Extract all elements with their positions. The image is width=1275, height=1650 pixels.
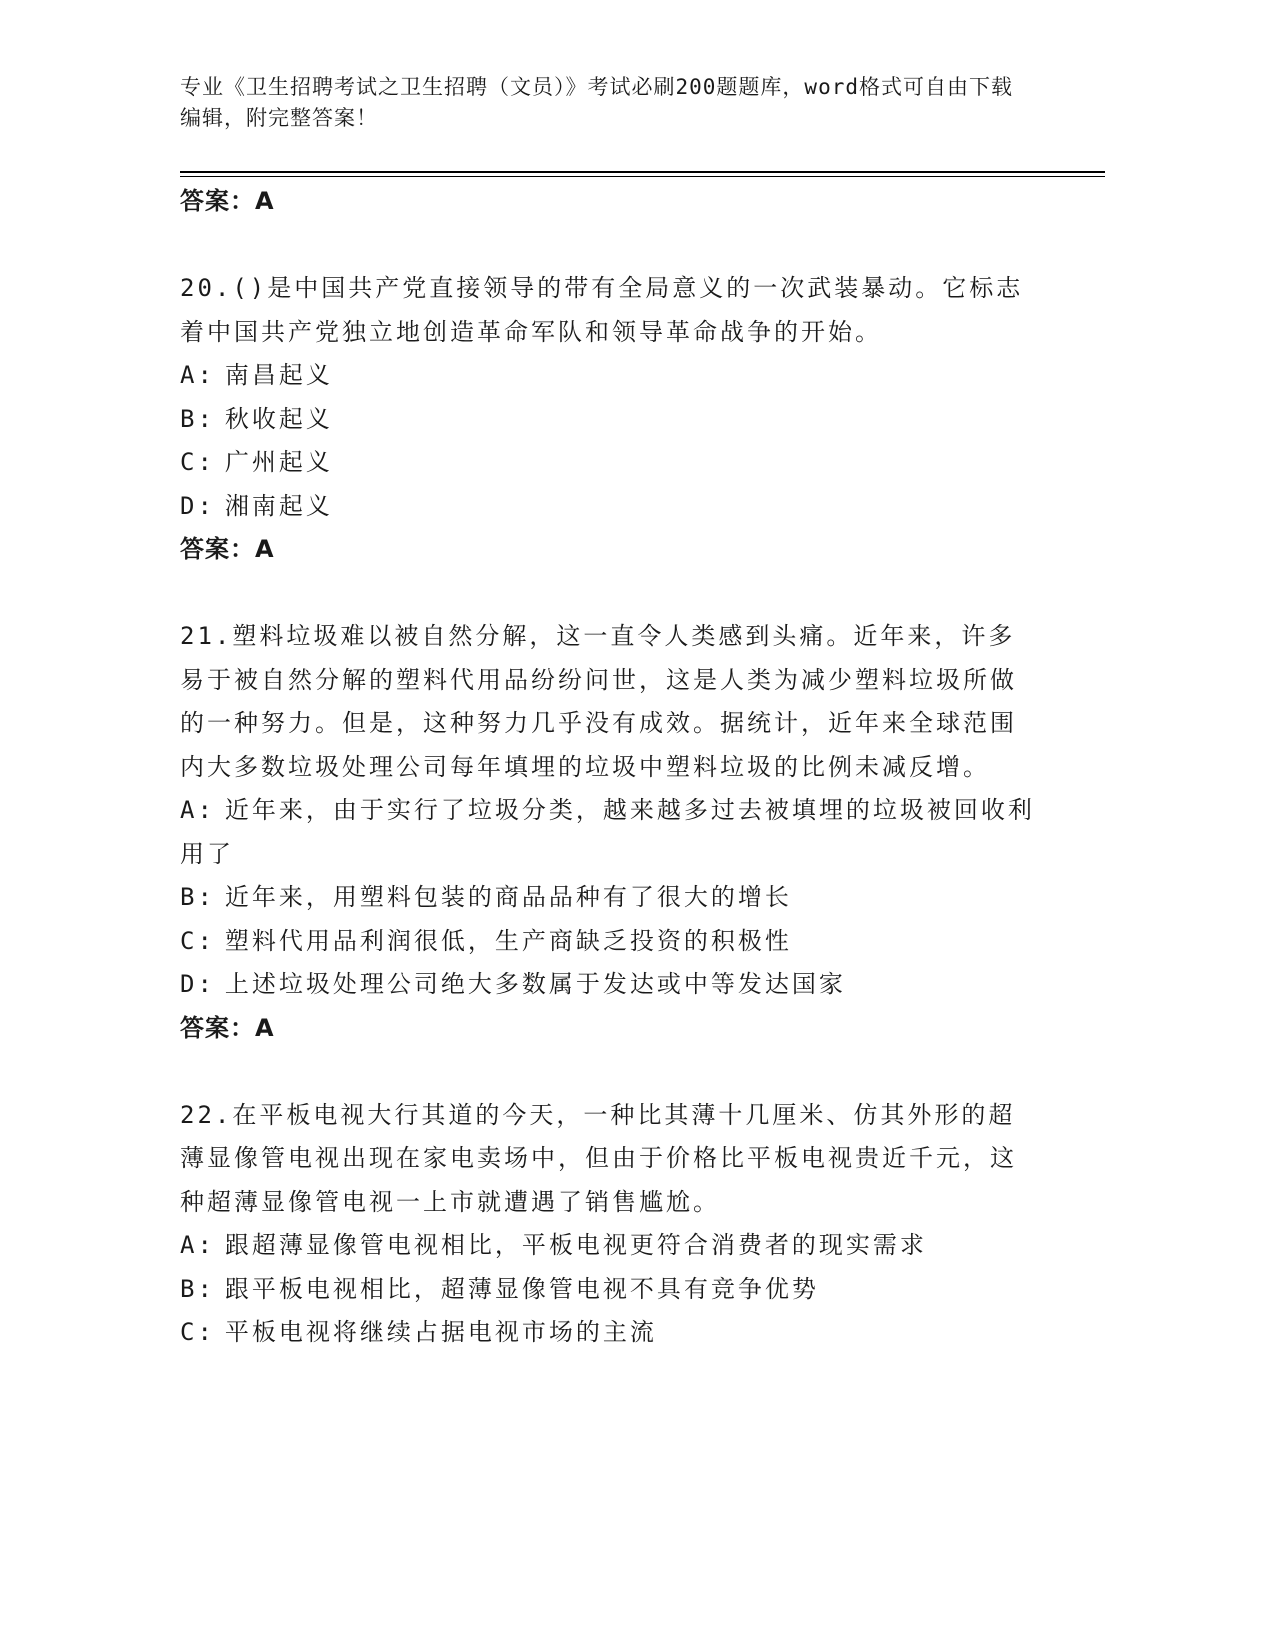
option-text: 跟超薄显像管电视相比，平板电视更符合消费者的现实需求 bbox=[224, 1231, 927, 1259]
option-label: D: bbox=[180, 491, 215, 520]
option-text: 广州起义 bbox=[224, 448, 333, 476]
document-body bbox=[180, 180, 1040, 1355]
option-a bbox=[180, 354, 1040, 398]
option-b bbox=[180, 1268, 1040, 1312]
option-label: A: bbox=[180, 361, 215, 389]
option-text: 平板电视将继续占据电视市场的主流 bbox=[224, 1318, 657, 1346]
option-label: A: bbox=[180, 796, 215, 824]
option-d bbox=[180, 485, 1040, 529]
option-b bbox=[180, 876, 1040, 920]
option-text: 塑料代用品利润很低，生产商缺乏投资的积极性 bbox=[224, 926, 792, 955]
header-divider-thick bbox=[180, 171, 1105, 173]
option-text: 上述垃圾处理公司绝大多数属于发达或中等发达国家 bbox=[224, 970, 846, 998]
answer: 答案：A bbox=[180, 535, 275, 563]
previous-answer: 答案：A bbox=[180, 187, 275, 215]
question-stem: 20.()是中国共产党直接领导的带有全局意义的一次武装暴动。它标志着中国共产党独立地创造革命军队和领导革命战争的开始。 bbox=[180, 274, 1024, 346]
question-stem: 22.在平板电视大行其道的今天，一种比其薄十几厘米、仿其外形的超薄显像管电视出现在家电卖场中，但由于价格比平板电视贵近千元，这种超薄显像管电视一上市就遭遇了销售尴尬。 bbox=[180, 1100, 1017, 1216]
option-text: 秋收起义 bbox=[224, 404, 333, 433]
option-a bbox=[180, 1224, 1040, 1268]
option-text: 近年来，用塑料包装的商品品种有了很大的增长 bbox=[224, 883, 792, 911]
option-text: 湘南起义 bbox=[224, 491, 333, 520]
option-label: B: bbox=[180, 404, 215, 433]
question-22 bbox=[180, 1094, 1040, 1355]
answer: 答案：A bbox=[180, 1013, 275, 1042]
option-label: D: bbox=[180, 970, 215, 998]
document-header: 专业《卫生招聘考试之卫生招聘（文员）》考试必刷200题题库，word格式可自由下载编辑，附完整答案！ bbox=[180, 75, 1013, 130]
option-label: C: bbox=[180, 1318, 215, 1346]
question-21 bbox=[180, 615, 1040, 1050]
header-divider-thin bbox=[180, 176, 1105, 177]
spacer bbox=[180, 1050, 1040, 1094]
option-c bbox=[180, 441, 1040, 485]
option-text: 跟平板电视相比，超薄显像管电视不具有竞争优势 bbox=[224, 1274, 819, 1303]
spacer bbox=[180, 223, 1040, 267]
option-label: A: bbox=[180, 1231, 215, 1259]
option-c bbox=[180, 920, 1040, 964]
option-label: C: bbox=[180, 926, 215, 955]
question-stem: 21.塑料垃圾难以被自然分解，这一直令人类感到头痛。近年来，许多易于被自然分解的塑料代用品纷纷问世，这是人类为减少塑料垃圾所做的一种努力。但是，这种努力几乎没有成效。据统计，近年来全球范围内大多数垃圾处理公司每年填埋的垃圾中塑料垃圾的比例未减反增。 bbox=[180, 622, 1017, 781]
spacer bbox=[180, 571, 1040, 615]
option-d bbox=[180, 963, 1040, 1007]
option-a bbox=[180, 789, 1040, 876]
option-label: C: bbox=[180, 448, 215, 476]
option-text: 南昌起义 bbox=[224, 361, 333, 389]
option-label: B: bbox=[180, 1274, 215, 1303]
option-label: B: bbox=[180, 883, 215, 911]
option-text: 近年来，由于实行了垃圾分类，越来越多过去被填埋的垃圾被回收利用了 bbox=[180, 796, 1035, 868]
option-b bbox=[180, 398, 1040, 442]
question-20 bbox=[180, 267, 1040, 571]
option-c bbox=[180, 1311, 1040, 1355]
